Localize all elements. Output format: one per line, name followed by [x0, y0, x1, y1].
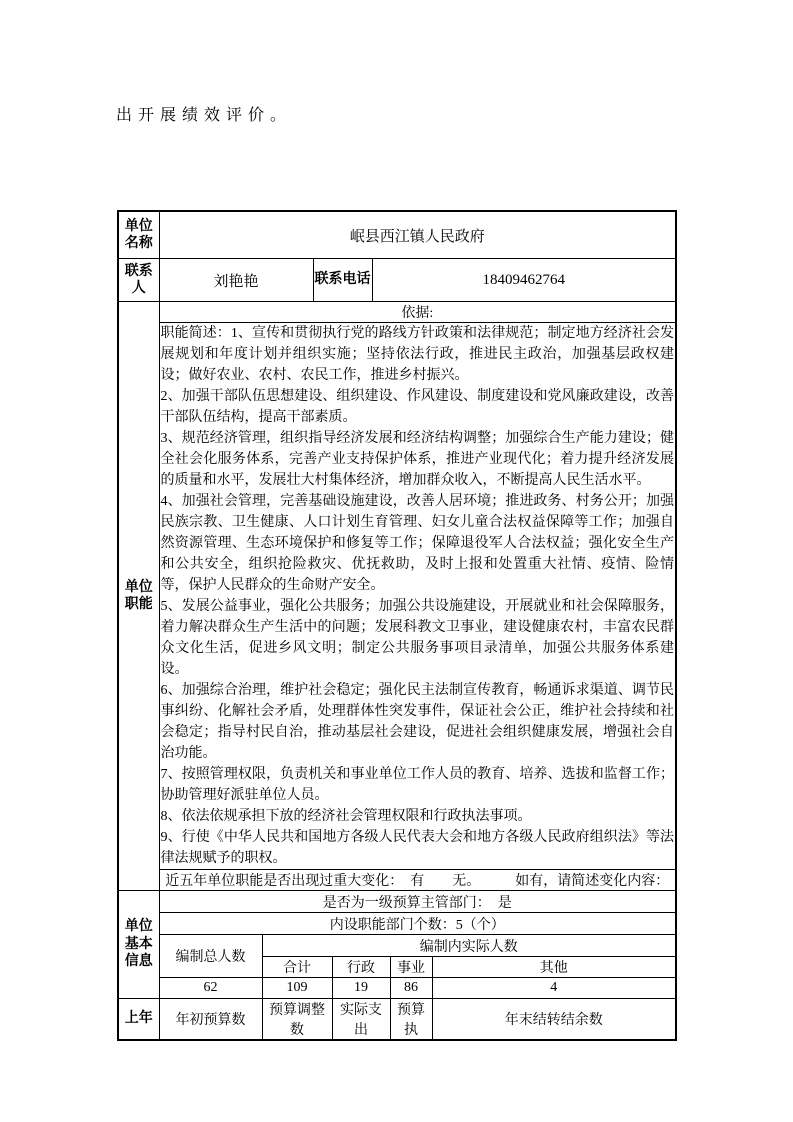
staffing-col-career: 事业: [390, 957, 432, 978]
staffing-value-total: 109: [262, 978, 332, 999]
internal-depts-line: 内设职能部门个数：5（个）: [159, 913, 676, 935]
staffing-col-other: 其他: [432, 957, 676, 978]
duty-paragraph: 4、加强社会管理，完善基础设施建设，改善人居环境；推进政务、村务公开；加强民族宗教、卫生健康、人口计划生育管理、妇女儿童合法权益保障等工作；加强自然资源管理、生态环境保护和修复等工作；保障退役军人合法权益；强化安全生产和公共安全，组织抢险救灾、优抚救助，及时上报和处置重大社情、疫情、险情等，保护人民群众的生命财产安全。: [160, 494, 675, 593]
basis-label: 依据:: [159, 302, 676, 323]
duty-paragraph: 3、规范经济管理，组织指导经济发展和经济结构调整；加强综合生产能力建设；健全社会化服务体系，完善产业支持保护体系，推进产业现代化；着力提升经济发展的质量和水平，发展壮大村集体经济，增加群众收入，不断提高人民生活水平。: [160, 431, 675, 488]
duty-paragraph: 7、按照管理权限，负责机关和事业单位工作人员的教育、培养、选拔和监督工作；协助管理好派驻单位人员。: [160, 767, 675, 803]
row-staffing-values: [118, 978, 676, 999]
staffing-total-label: 编制总人数: [159, 935, 262, 978]
basic-info-label: 单位基本信息: [118, 891, 159, 999]
duty-paragraph: 职能简述：1、宣传和贯彻执行党的路线方针政策和法律规范；制定地方经济社会发展规划和年度计划并组织实施；坚持依法行政，推进民主政治，加强基层政权建设；做好农业、农村、农民工作，推进乡村振兴。: [160, 326, 675, 383]
duty-paragraph: 2、加强干部队伍思想建设、组织建设、作风建设、制度建设和党风廉政建设，改善干部队伍结构，提高干部素质。: [160, 389, 675, 425]
intro-text: 出开展绩效评价。: [116, 107, 293, 124]
duties-text-cell: [159, 323, 676, 870]
last-year-label: 上年: [118, 999, 159, 1041]
row-unit-name: [118, 211, 676, 259]
contact-label: 联系人: [118, 259, 159, 302]
unit-name-label: 单位名称: [118, 211, 159, 259]
staffing-col-total: 合计: [262, 957, 332, 978]
change-question: 近五年单位职能是否出现过重大变化： 有 无。 如有，请简述变化内容：: [159, 870, 676, 891]
row-budget-dept: [118, 891, 676, 913]
budget-dept-line: 是否为一级预算主管部门： 是: [159, 891, 676, 913]
staffing-total-value: 62: [159, 978, 262, 999]
last-year-adjusted-budget: 预算调整数: [262, 999, 332, 1041]
staffing-value-admin: 19: [332, 978, 390, 999]
staffing-value-career: 86: [390, 978, 432, 999]
row-staffing-header: [118, 935, 676, 957]
staffing-actual-label: 编制内实际人数: [262, 935, 676, 957]
row-change-question: [118, 870, 676, 891]
last-year-initial-budget: 年初预算数: [159, 999, 262, 1041]
duty-paragraph: 6、加强综合治理，维护社会稳定；强化民主法制宣传教育，畅通诉求渠道、调节民事纠纷、化解社会矛盾，处理群体性突发事件，保证社会公正，维护社会持续和社会稳定；指导村民自治，推动基层社会建设，促进社会组织健康发展，增强社会自治功能。: [160, 683, 675, 761]
phone-value: 18409462764: [372, 259, 676, 302]
row-contact: [118, 259, 676, 302]
last-year-budget-exec: 预算执: [390, 999, 432, 1041]
duty-paragraph: 8、依法依规承担下放的经济社会管理权限和行政执法事项。: [160, 809, 532, 824]
phone-label: 联系电话: [313, 259, 372, 302]
duty-paragraph: 5、发展公益事业，强化公共服务；加强公共设施建设，开展就业和社会保障服务，着力解决群众生产生活中的问题；发展科教文卫事业，建设健康农村，丰富农民群众文化生活，促进乡风文明；制定公共服务事项目录清单，加强公共服务体系建设。: [160, 599, 675, 677]
contact-value: 刘艳艳: [159, 259, 313, 302]
unit-name-value: 岷县西江镇人民政府: [159, 211, 676, 259]
last-year-actual-expense: 实际支出: [332, 999, 390, 1041]
row-duties-text: [118, 323, 676, 870]
row-internal-depts: [118, 913, 676, 935]
row-last-year: [118, 999, 676, 1041]
last-year-year-end-balance: 年末结转结余数: [432, 999, 676, 1041]
staffing-col-admin: 行政: [332, 957, 390, 978]
duty-paragraph: 9、行使《中华人民共和国地方各级人民代表大会和地方各级人民政府组织法》等法律法规赋予的职权。: [160, 830, 675, 866]
staffing-value-other: 4: [432, 978, 676, 999]
duties-label: 单位职能: [118, 302, 159, 891]
row-basis: [118, 302, 676, 323]
unit-info-table: [117, 210, 677, 1041]
